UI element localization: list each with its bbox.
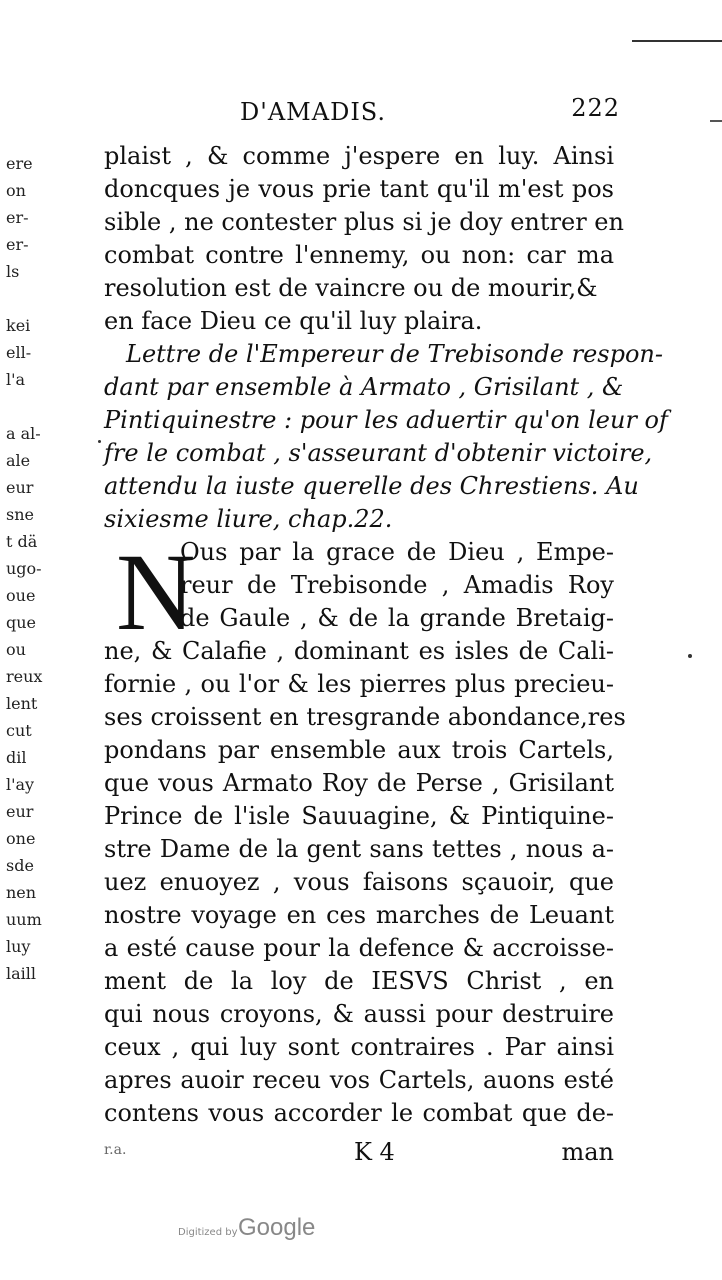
- margin-fragment: ell-: [6, 343, 32, 362]
- text-line: plaist , & comme j'espere en luy. Ainsi: [104, 142, 614, 170]
- text-line: fre le combat , s'asseurant d'obtenir victoire,: [104, 439, 653, 467]
- text-line: dant par ensemble à Armato , Grisilant , &: [104, 373, 624, 401]
- text-line: Ous par la grace de Dieu , Empe-: [180, 538, 614, 566]
- page-footer: [104, 1138, 614, 1172]
- text-line: nostre voyage en ces marches de Leuant: [104, 901, 614, 929]
- margin-fragment: oue: [6, 586, 36, 605]
- text-line: pondans par ensemble aux trois Cartels,: [104, 736, 614, 764]
- text-line: sixiesme liure, chap.22.: [104, 505, 393, 533]
- text-line: apres auoir receu vos Cartels, auons esté: [104, 1066, 614, 1094]
- text-line: en face Dieu ce qu'il luy plaira.: [104, 307, 483, 335]
- facing-page-margin-fragments: [6, 150, 43, 987]
- intro-paragraph: [104, 140, 624, 338]
- margin-fragment: dil: [6, 748, 27, 767]
- margin-fragment: sne: [6, 505, 34, 524]
- digitized-by-watermark: [178, 1214, 378, 1248]
- text-line: qui nous croyons, & aussi pour destruire: [104, 1000, 614, 1028]
- google-logo: Google: [238, 1214, 316, 1241]
- margin-fragment: [6, 393, 36, 420]
- text-line: ceux , qui luy sont contraires . Par ainsi: [104, 1033, 614, 1061]
- margin-fragment: ls: [6, 262, 20, 281]
- text-line: Pintiquinestre : pour les aduertir qu'on leur of: [104, 406, 668, 434]
- margin-fragment: sde: [6, 856, 34, 875]
- margin-fragment: ere: [6, 154, 33, 173]
- page-edge-line: [632, 40, 722, 42]
- ink-speck: [688, 654, 692, 658]
- margin-fragment: [6, 285, 36, 312]
- text-line: que vous Armato Roy de Perse , Grisilant: [104, 769, 614, 797]
- text-line: contens vous accorder le combat que de-: [104, 1099, 614, 1127]
- margin-fragment: nen: [6, 883, 37, 902]
- text-line: attendu la iuste querelle des Chrestiens. Au: [104, 472, 639, 500]
- margin-fragment: reux: [6, 667, 43, 686]
- margin-fragment: one: [6, 829, 36, 848]
- page-number: 222: [571, 94, 620, 122]
- text-line: de Gaule , & de la grande Bretaig-: [180, 604, 614, 632]
- margin-fragment: l'a: [6, 370, 26, 389]
- running-title: D'AMADIS.: [240, 98, 387, 126]
- text-line: uez enuoyez , vous faisons sçauoir, que: [104, 868, 614, 896]
- margin-fragment: laill: [6, 964, 37, 983]
- text-line: ment de la loy de IESVS Christ , en: [104, 967, 614, 995]
- text-line: a esté cause pour la defence & accroisse-: [104, 934, 614, 962]
- page-edge-tick: [710, 120, 722, 122]
- margin-fragment: er-: [6, 235, 29, 254]
- margin-fragment: er-: [6, 208, 29, 227]
- letter-heading: [104, 338, 668, 536]
- margin-fragment: ou: [6, 640, 26, 659]
- text-line: ne, & Calafie , dominant es isles de Cali-: [104, 637, 614, 665]
- text-line: stre Dame de la gent sans tettes , nous a-: [104, 835, 614, 863]
- margin-fragment: eur: [6, 802, 34, 821]
- text-line: Lettre de l'Empereur de Trebisonde respon-: [126, 340, 663, 368]
- margin-fragment: lent: [6, 694, 38, 713]
- margin-fragment: on: [6, 181, 26, 200]
- signature-mark: K 4: [354, 1138, 395, 1166]
- margin-fragment: eur: [6, 478, 34, 497]
- margin-mark: r.a.: [104, 1142, 127, 1158]
- page-body: [104, 140, 668, 1130]
- drop-cap: N: [116, 531, 196, 653]
- margin-fragment: uum: [6, 910, 42, 929]
- text-line: reur de Trebisonde , Amadis Roy: [180, 571, 614, 599]
- text-line: fornie , ou l'or & les pierres plus precieu-: [104, 670, 614, 698]
- watermark-prefix: Digitized by: [178, 1227, 238, 1238]
- text-line: combat contre l'ennemy, ou non: car ma: [104, 241, 614, 269]
- running-header: [240, 94, 620, 134]
- margin-fragment: l'ay: [6, 775, 35, 794]
- text-line: doncques je vous prie tant qu'il m'est pos: [104, 175, 614, 203]
- ink-speck: [98, 440, 101, 443]
- text-line: Prince de l'isle Sauuagine, & Pintiquine-: [104, 802, 614, 830]
- margin-fragment: kei: [6, 316, 31, 335]
- margin-fragment: ugo-: [6, 559, 42, 578]
- margin-fragment: luy: [6, 937, 31, 956]
- margin-fragment: a al-: [6, 424, 41, 443]
- margin-fragment: t dä: [6, 532, 38, 551]
- text-line: ses croissent en tresgrande abondance,res: [104, 703, 626, 731]
- text-line: sible , ne contester plus si je doy entrer en: [104, 208, 624, 236]
- margin-fragment: que: [6, 613, 37, 632]
- text-line: resolution est de vaincre ou de mourir,&: [104, 274, 598, 302]
- letter-paragraph: [104, 531, 626, 1130]
- margin-fragment: ale: [6, 451, 31, 470]
- catchword: man: [561, 1138, 614, 1166]
- margin-fragment: cut: [6, 721, 32, 740]
